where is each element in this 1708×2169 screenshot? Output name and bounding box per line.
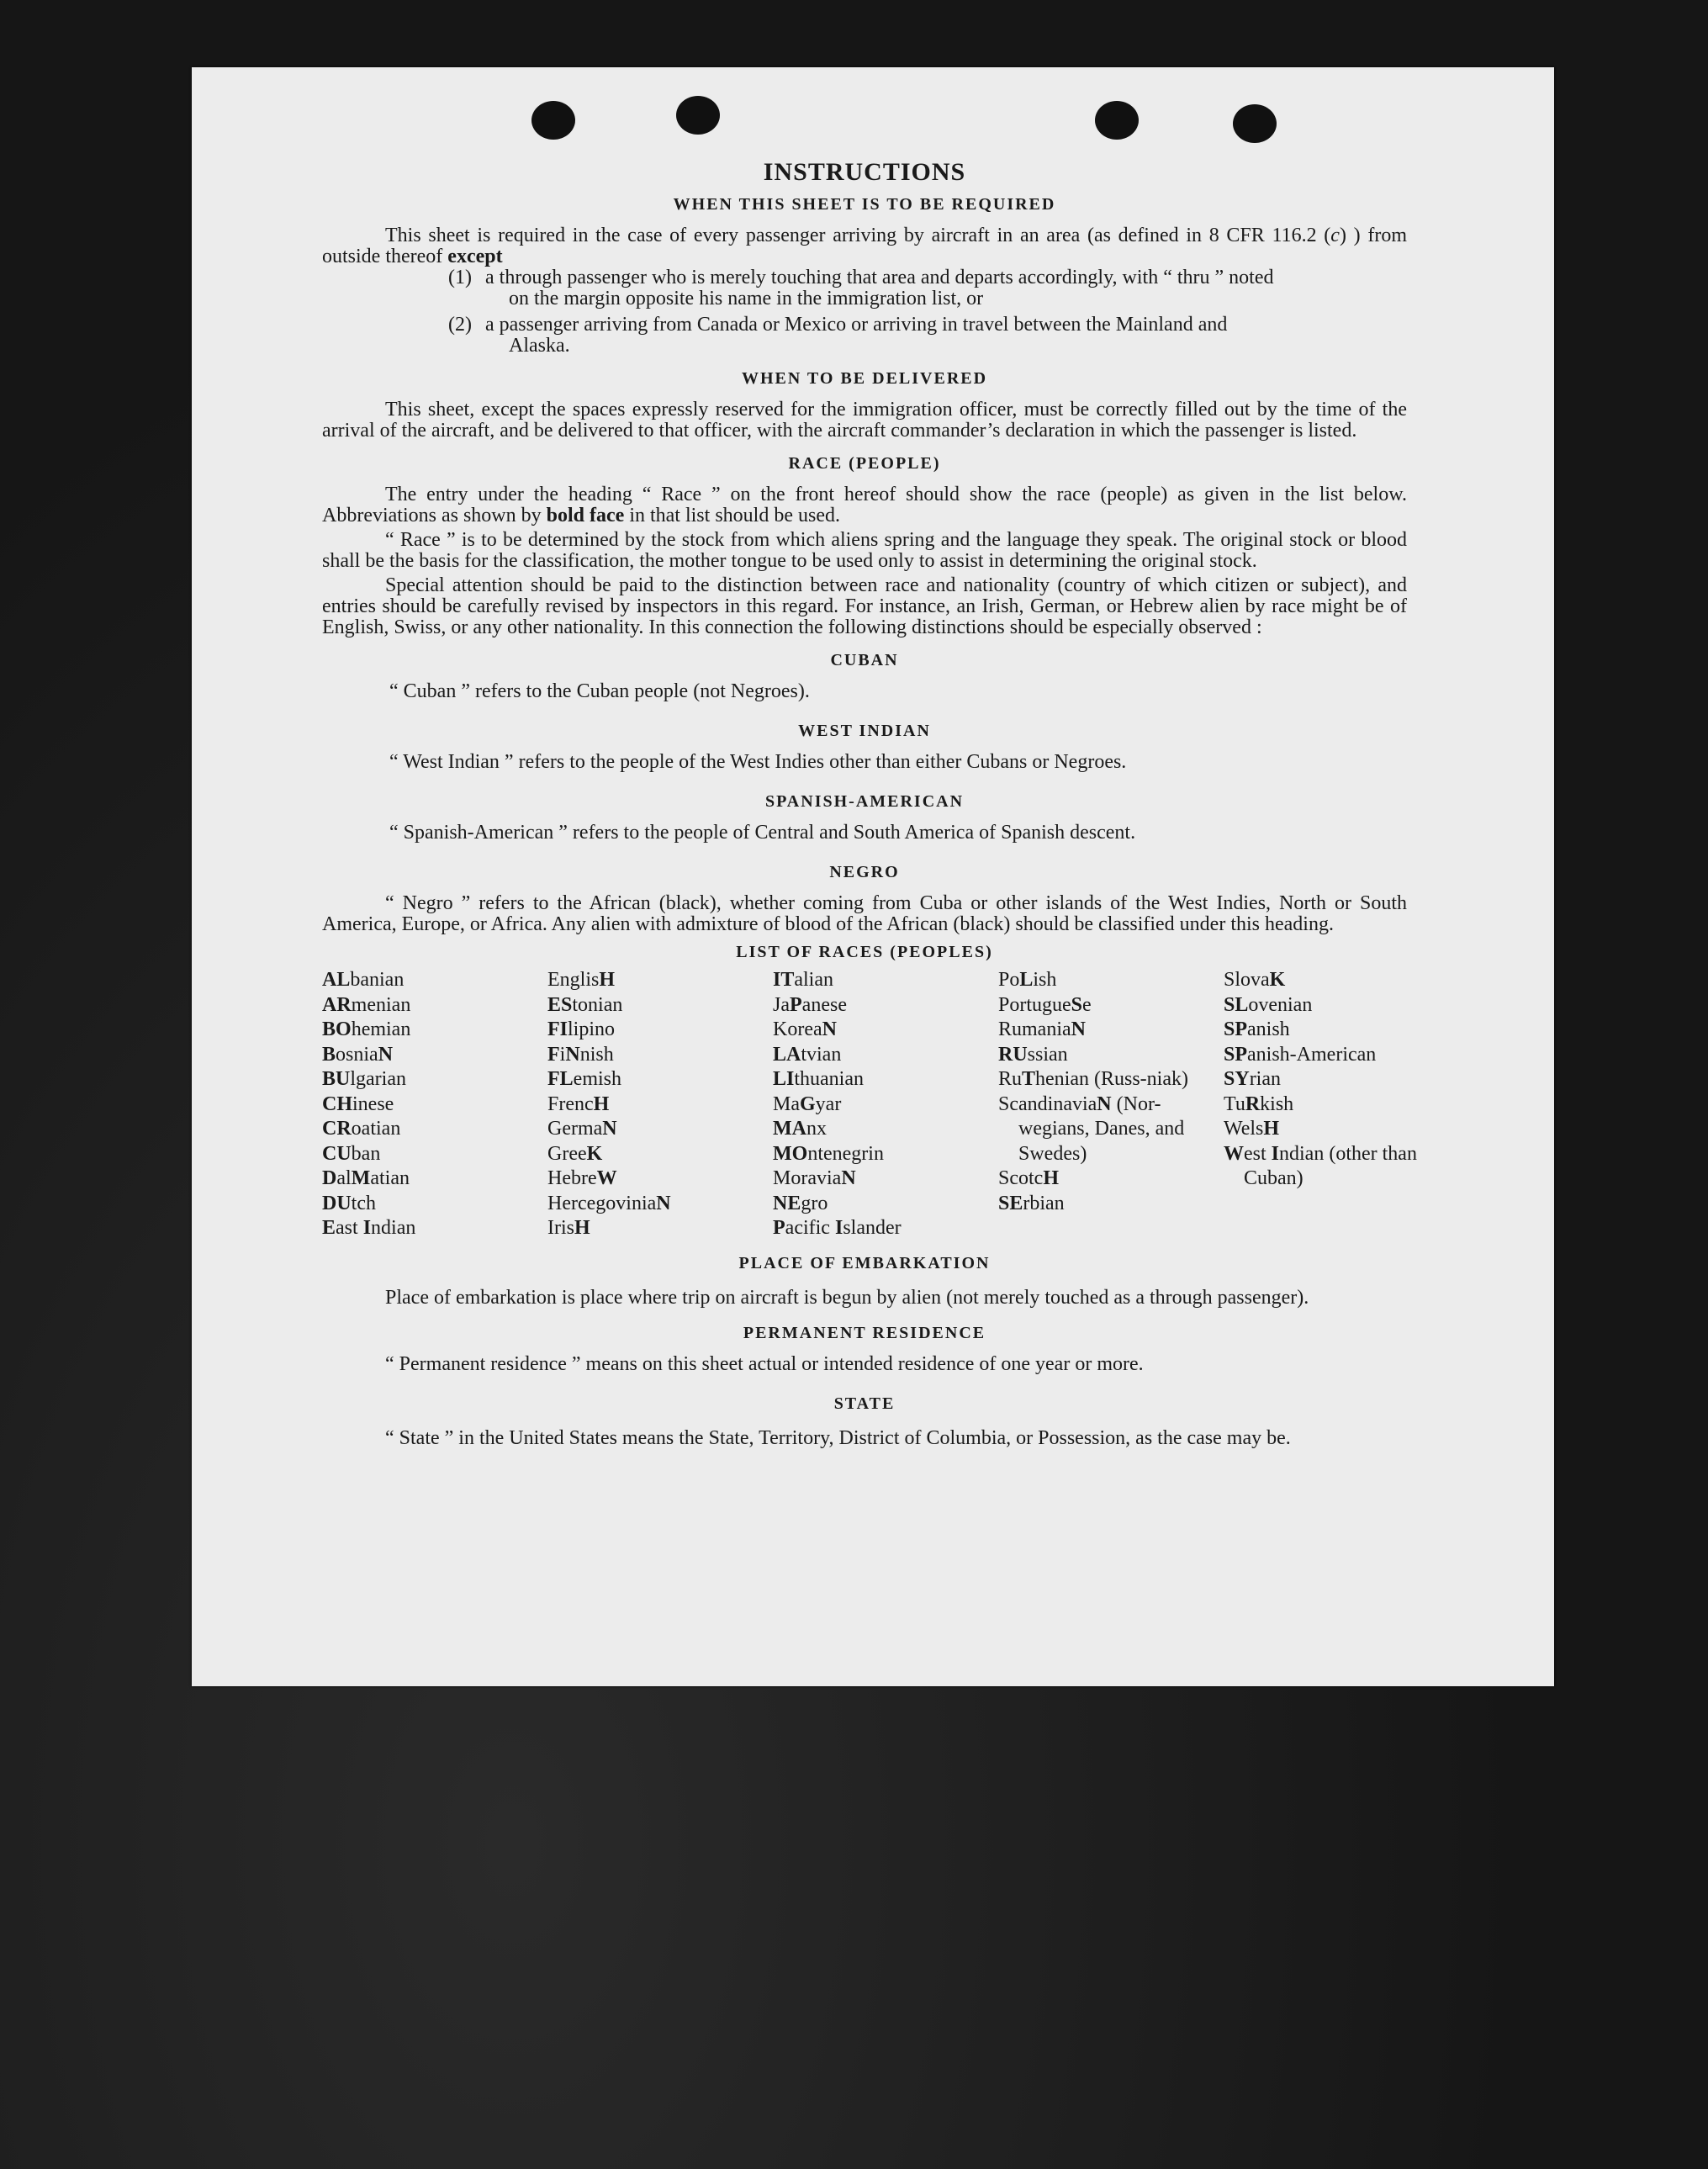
heading-when-delivered: WHEN TO BE DELIVERED xyxy=(741,369,988,388)
race-entry: ITalian xyxy=(773,969,833,991)
race-entry: TuRkish xyxy=(1224,1092,1294,1115)
race-entry: MOntenegrin xyxy=(773,1142,884,1165)
race-entry: WelsH xyxy=(1224,1118,1280,1140)
paragraph-residence: “ Permanent residence ” means on this sheet actual or intended residence of one year or more. xyxy=(385,1352,1144,1375)
heading-race: RACE (PEOPLE) xyxy=(788,454,941,473)
document-page xyxy=(192,67,1554,1686)
race-entry: HebreW xyxy=(547,1167,617,1189)
race-entry: HercegoviniaN xyxy=(547,1192,671,1214)
race-entry: FrencH xyxy=(547,1092,610,1115)
race-entry: West Indian (other than Cuban) xyxy=(1224,1142,1417,1189)
heading-state: STATE xyxy=(833,1394,896,1413)
paragraph-delivered: This sheet, except the spaces expressly reserved for the immigration officer, must be correctly filled out by the time of the arrival of the aircraft, and be delivered to that officer, with the aircraft commander’s declaration in which the passenger is listed. xyxy=(322,399,1407,442)
heading-when-required: WHEN THIS SHEET IS TO BE REQUIRED xyxy=(673,195,1056,214)
race-entry: CUban xyxy=(322,1142,381,1165)
race-entry: BOhemian xyxy=(322,1018,411,1040)
race-entry: MoraviaN xyxy=(773,1167,856,1189)
race-entry: ALbanian xyxy=(322,969,405,991)
race-entry: BUlgarian xyxy=(322,1068,406,1090)
race-entry: RuThenian (Russ-niak) xyxy=(998,1068,1188,1090)
race-entry: CHinese xyxy=(322,1092,394,1115)
instructions-content xyxy=(322,158,1417,1452)
paragraph-embarkation: Place of embarkation is place where trip on aircraft is begun by alien (not merely touched as a through passenger). xyxy=(385,1286,1309,1309)
race-entry: KoreaN xyxy=(773,1018,837,1040)
race-entry: Pacific Islander xyxy=(773,1217,902,1239)
paragraph-race-3: Special attention should be paid to the distinction between race and nationality (country of which citizen or subject), and entries should be carefully revised by inspectors in this regard. For instance, an Irish, German, or Hebrew alien by race might be of English, Swiss, or any other nationality. In this connection the following distinctions should be especially observed : xyxy=(322,574,1407,638)
race-entry: PortugueSe xyxy=(998,993,1092,1016)
race-entry: MAnx xyxy=(773,1118,827,1140)
heading-list-of-races: LIST OF RACES (PEOPLES) xyxy=(736,943,993,961)
heading-west-indian: WEST INDIAN xyxy=(798,722,931,740)
races-column-3 xyxy=(773,968,998,1241)
race-entry: JaPanese xyxy=(773,993,847,1016)
race-entry: ScandinaviaN (Nor-wegians, Danes, and Swedes) xyxy=(998,1092,1185,1165)
races-list xyxy=(322,968,1417,1241)
heading-negro: NEGRO xyxy=(829,863,900,881)
races-column-5 xyxy=(1224,968,1449,1241)
race-entry: SErbian xyxy=(998,1192,1065,1214)
race-entry: RumaniaN xyxy=(998,1018,1086,1040)
paragraph-state: “ State ” in the United States means the State, Territory, District of Columbia, or Possession, as the case may be. xyxy=(385,1426,1291,1449)
race-entry: GermaN xyxy=(547,1118,617,1140)
paragraph-race-2: “ Race ” is to be determined by the stock from which aliens spring and the language they speak. The original stock or blood shall be the basis for the classification, the mother tongue to be used only to assist in determining the original stock. xyxy=(322,529,1407,572)
race-entry: EnglisH xyxy=(547,969,616,991)
exception-item-2: (2) a passenger arriving from Canada or Mexico or arriving in travel between the Mainland and Alaska. xyxy=(448,314,1228,357)
paragraph-west-indian: “ West Indian ” refers to the people of the West Indies other than either Cubans or Negroes. xyxy=(389,751,1127,773)
punch-hole xyxy=(531,101,575,140)
races-column-2 xyxy=(547,968,773,1241)
race-entry: FiNnish xyxy=(547,1043,614,1066)
page-title: INSTRUCTIONS xyxy=(763,158,966,186)
race-entry: East Indian xyxy=(322,1217,416,1239)
heading-spanish-american: SPANISH-AMERICAN xyxy=(764,792,965,811)
paragraph-negro: “ Negro ” refers to the African (black), whether coming from Cuba or other islands of the West Indies, North or South America, Europe, or Africa. Any alien with admixture of blood of the African (black) should be classified under this heading. xyxy=(322,892,1407,935)
race-entry: ARmenian xyxy=(322,993,411,1016)
punch-hole xyxy=(1095,101,1139,140)
race-entry: CRoatian xyxy=(322,1118,401,1140)
race-entry: LIthuanian xyxy=(773,1068,864,1090)
punch-hole xyxy=(676,96,720,135)
paragraph-spanish-american: “ Spanish-American ” refers to the people of Central and South America of Spanish descent. xyxy=(389,822,1136,844)
race-entry: GreeK xyxy=(547,1142,603,1165)
race-entry: SYrian xyxy=(1224,1068,1281,1090)
races-column-1 xyxy=(322,968,547,1241)
race-entry: SPanish xyxy=(1224,1018,1290,1040)
race-entry: FLemish xyxy=(547,1068,621,1090)
paragraph-required: This sheet is required in the case of every passenger arriving by aircraft in an area (as defined in 8 CFR 116.2 (c) ) from outside thereof except xyxy=(322,225,1408,267)
race-entry: RUssian xyxy=(998,1043,1068,1066)
race-entry: EStonian xyxy=(547,993,623,1016)
race-entry: FIlipino xyxy=(547,1018,616,1040)
heading-cuban: CUBAN xyxy=(830,651,899,669)
race-entry: NEgro xyxy=(773,1192,828,1214)
race-entry: BosniaN xyxy=(322,1043,394,1066)
paragraph-cuban: “ Cuban ” refers to the Cuban people (not Negroes). xyxy=(389,680,810,702)
race-entry: IrisH xyxy=(547,1217,590,1239)
race-entry: DUtch xyxy=(322,1192,376,1214)
race-entry: SPanish-American xyxy=(1224,1043,1377,1066)
race-entry: LAtvian xyxy=(773,1043,842,1066)
race-entry: PoLish xyxy=(998,969,1057,991)
heading-residence: PERMANENT RESIDENCE xyxy=(743,1323,986,1342)
race-entry: SlovaK xyxy=(1224,969,1286,991)
heading-embarkation: PLACE OF EMBARKATION xyxy=(738,1253,991,1272)
punch-hole xyxy=(1233,104,1277,143)
paragraph-race-1: The entry under the heading “ Race ” on the front hereof should show the race (people) as given in the list below. Abbreviations as shown by bold face in that list should be used. xyxy=(322,484,1407,526)
race-entry: SLovenian xyxy=(1224,993,1313,1016)
exception-item-1: (1) a through passenger who is merely touching that area and departs accordingly, with “ thru ” noted on the margin opposite his name in the immigration list, or xyxy=(448,267,1274,309)
race-entry: ScotcH xyxy=(998,1167,1059,1189)
races-column-4 xyxy=(998,968,1224,1241)
race-entry: MaGyar xyxy=(773,1092,842,1115)
race-entry: DalMatian xyxy=(322,1167,410,1189)
